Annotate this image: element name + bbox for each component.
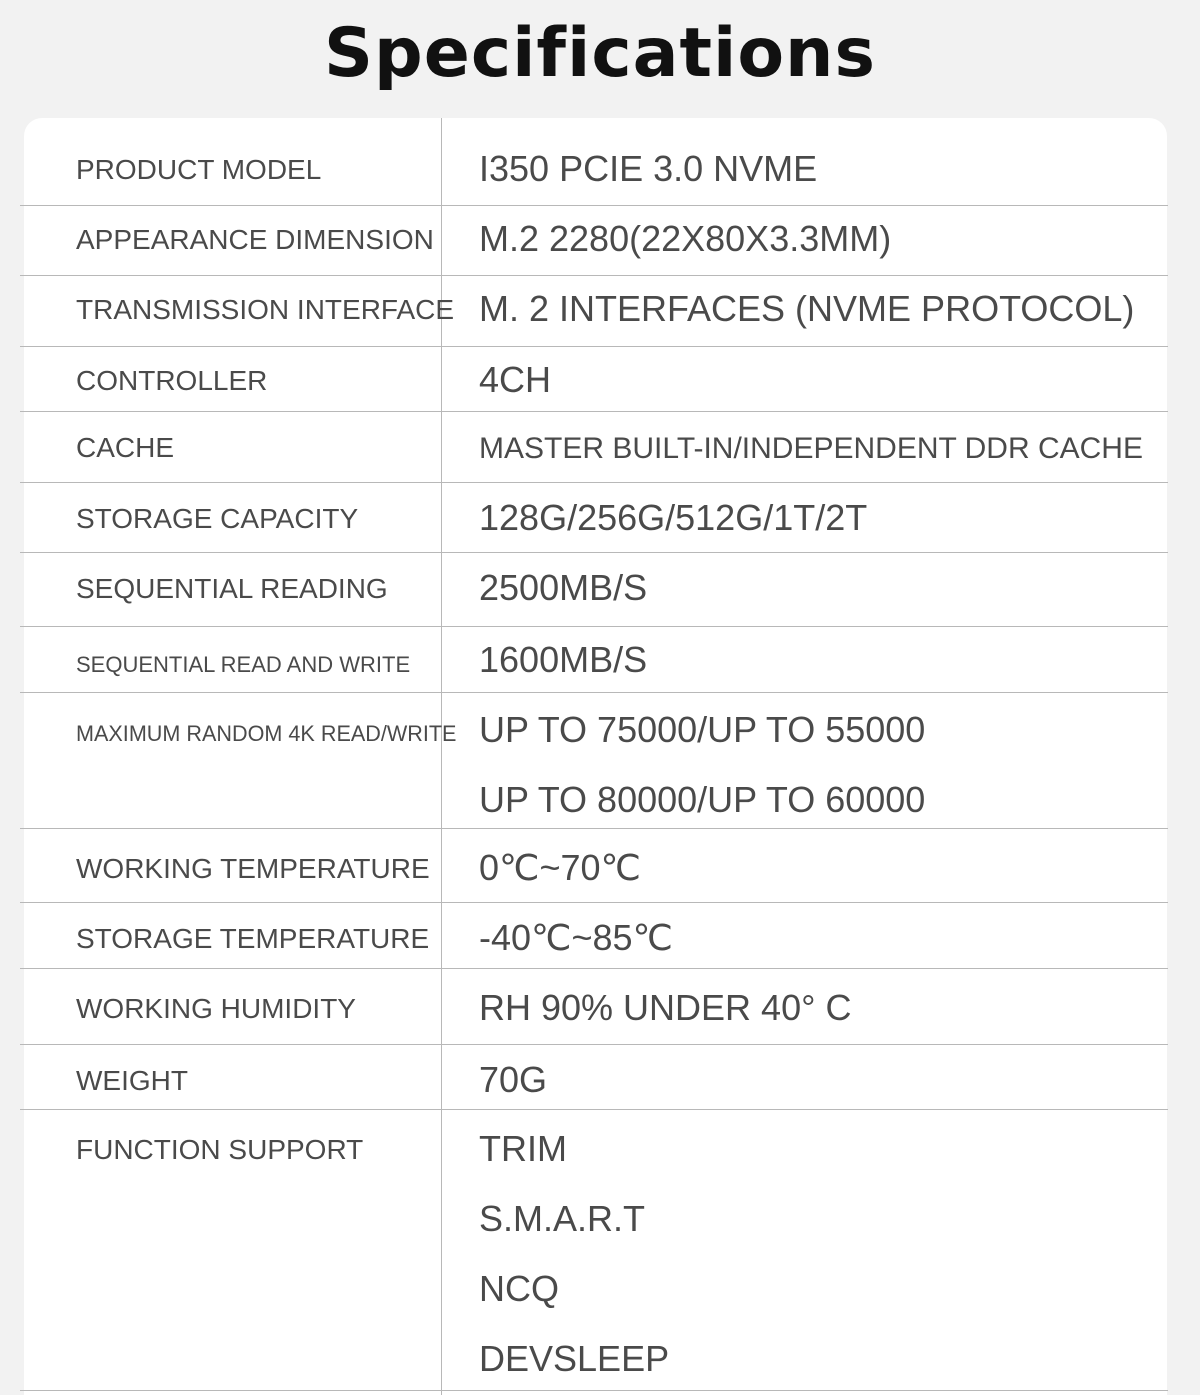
spec-row-sequential-read-write [20,627,1168,693]
spec-value: S.M.A.R.T [479,1198,646,1239]
spec-value: 128G/256G/512G/1T/2T [479,497,868,538]
spec-value: MASTER BUILT-IN/INDEPENDENT DDR CACHE [479,432,1143,465]
spec-value: 0℃~70℃ [479,847,641,888]
spec-label: TRANSMISSION INTERFACE [76,294,455,325]
spec-row-random-4k [20,693,1168,829]
spec-label: WORKING TEMPERATURE [76,853,430,884]
spec-label: SEQUENTIAL READING [76,573,388,604]
page-title: Specifications [324,14,876,93]
spec-value: DEVSLEEP [479,1338,670,1379]
spec-row-working-humidity [20,969,1168,1045]
spec-label: FUNCTION SUPPORT [76,1134,364,1165]
spec-row-storage-temperature [20,903,1168,969]
spec-label: CONTROLLER [76,365,268,396]
spec-row-function-support [20,1110,1168,1391]
spec-value: TRIM [479,1128,567,1169]
spec-value: 2500MB/S [479,567,648,608]
spec-value: 70G [479,1059,548,1100]
spec-row-transmission-interface [20,276,1168,347]
spec-value: RH 90% UNDER 40° C [479,987,852,1028]
spec-label: MAXIMUM RANDOM 4K READ/WRITE [76,721,457,746]
spec-label: WEIGHT [76,1065,188,1096]
spec-label: SEQUENTIAL READ AND WRITE [76,652,411,677]
spec-value: 1600MB/S [479,639,648,680]
spec-row-sequential-reading [20,553,1168,627]
spec-row-appearance-dimension [20,206,1168,276]
spec-row-controller [20,347,1168,412]
spec-row-product-model [20,118,1168,206]
spec-row-weight [20,1045,1168,1110]
spec-label: APPEARANCE DIMENSION [76,224,434,255]
spec-label: STORAGE TEMPERATURE [76,923,430,954]
spec-label: PRODUCT MODEL [76,154,322,185]
spec-label: WORKING HUMIDITY [76,993,356,1024]
spec-value: UP TO 75000/UP TO 55000 [479,709,926,750]
spec-value: NCQ [479,1268,559,1309]
spec-value: -40℃~85℃ [479,917,673,958]
spec-value: M. 2 INTERFACES (NVME PROTOCOL) [479,288,1135,329]
spec-value: UP TO 80000/UP TO 60000 [479,779,926,820]
spec-label: CACHE [76,432,175,463]
spec-row-working-temperature [20,829,1168,903]
spec-row-storage-capacity [20,483,1168,553]
spec-label: STORAGE CAPACITY [76,503,359,534]
spec-row-cache [20,412,1168,483]
spec-value: M.2 2280(22X80X3.3MM) [479,218,892,259]
spec-value: I350 PCIE 3.0 NVME [479,148,818,189]
spec-value: 4CH [479,359,552,400]
